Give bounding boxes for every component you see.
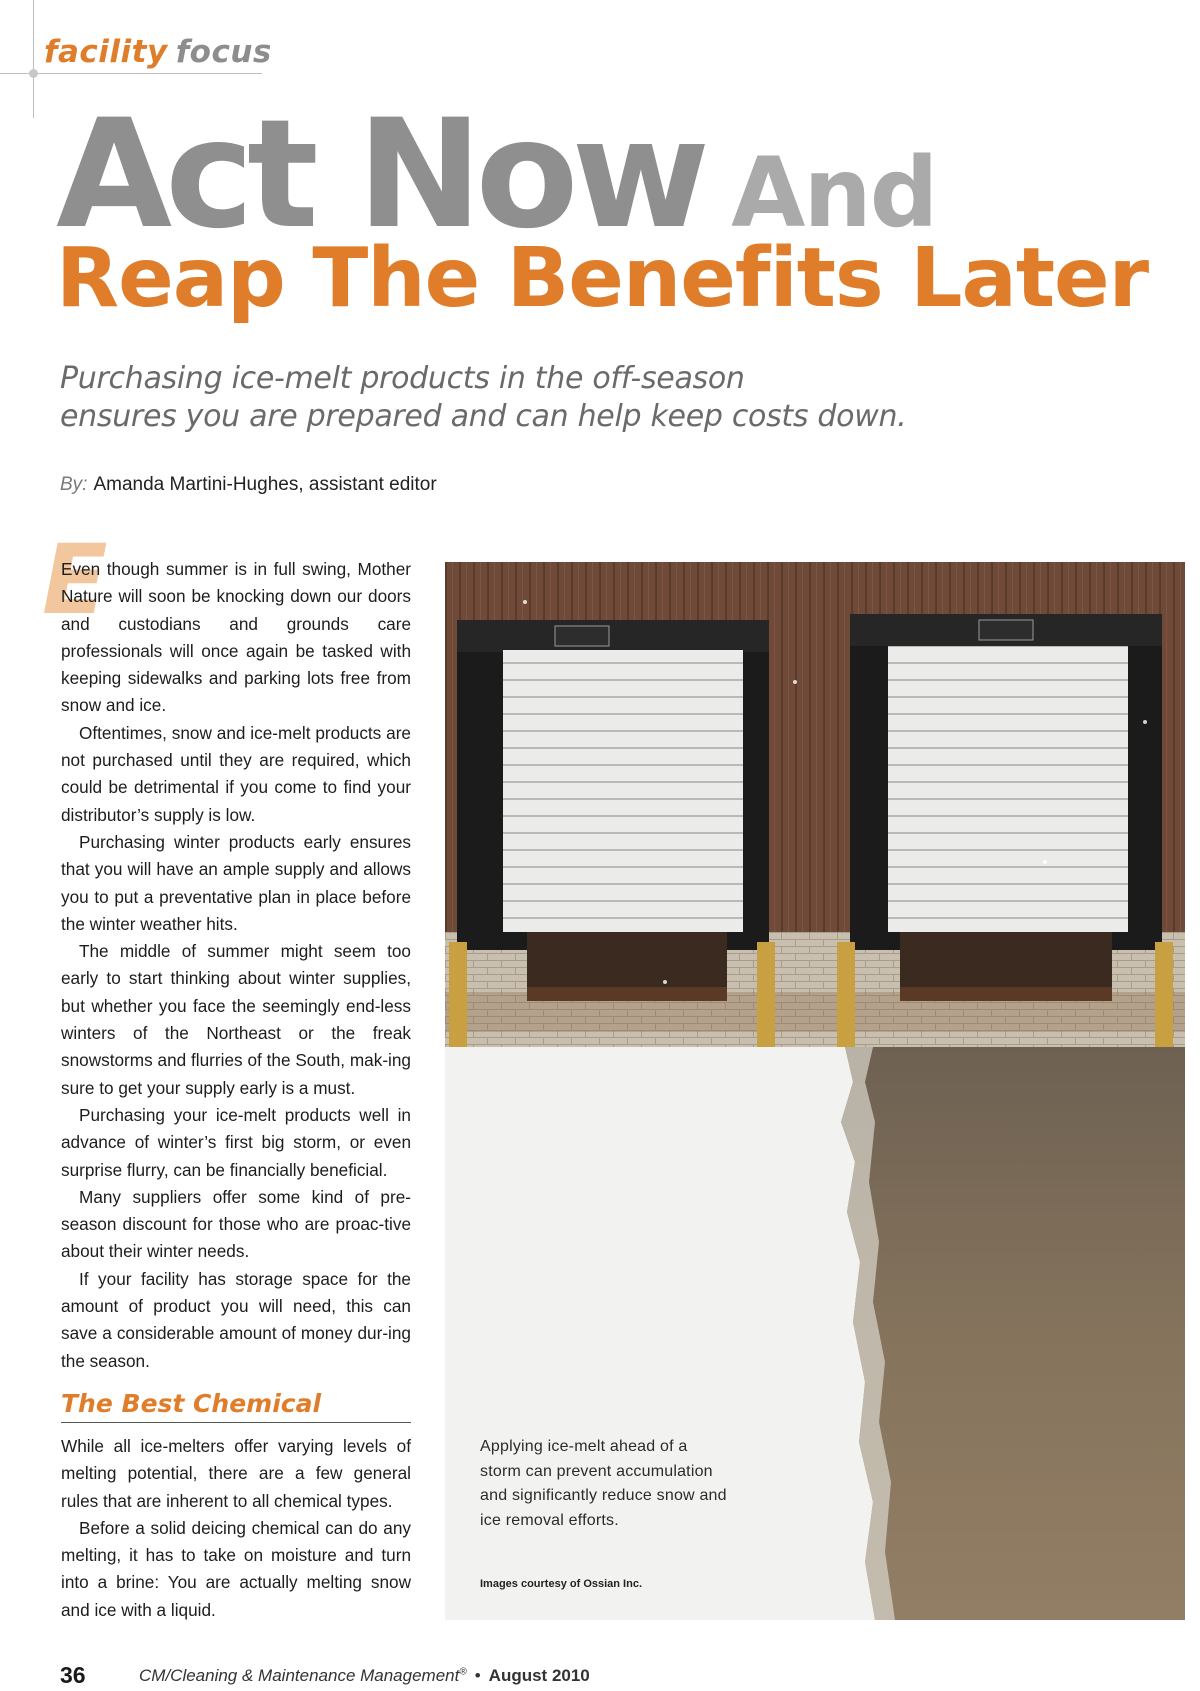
- article-subtitle: [60, 360, 960, 436]
- photo-caption: Applying ice-melt ahead of a storm can prevent accumulation and significantly reduce snow and ice removal efforts.: [480, 1438, 727, 1529]
- byline-author: Amanda Martini-Hughes, assistant editor: [93, 474, 437, 495]
- section-tag-dot: [29, 69, 38, 78]
- section-tag: [44, 34, 272, 70]
- section-2-body: [61, 1433, 411, 1624]
- article-paragraph: Purchasing winter products early ensures that you will have an ample supply and allows you to put a preventative plan in place before the winter weather hits.: [61, 831, 411, 934]
- headline-line-1: [56, 88, 937, 262]
- article-paragraph: Before a solid deicing chemical can do any melting, it has to take on moisture and turn into a brine: You are actually melting snow and ice with a liquid.: [61, 1517, 411, 1620]
- page-number: 36: [60, 1662, 86, 1688]
- headline-line-2: Reap The Benefits Later: [56, 231, 1149, 326]
- footer-separator: •: [474, 1666, 481, 1685]
- footer-publication: [139, 1666, 590, 1686]
- issue-date: August 2010: [488, 1666, 590, 1685]
- photo-credit: Images courtesy of Ossian Inc.: [480, 1578, 643, 1590]
- subtitle-line-1: Purchasing ice-melt products in the off-season: [60, 361, 745, 396]
- section-tag-underline: [0, 73, 262, 74]
- section-tag-vertical-rule: [33, 0, 34, 118]
- article-paragraph: Purchasing your ice-melt products well in advance of winter’s first big storm, or even surprise flurry, can be financially beneficial.: [61, 1104, 411, 1180]
- byline-prefix: By:: [60, 474, 88, 495]
- publication-name: CM/Cleaning & Maintenance Management: [139, 1666, 460, 1685]
- section-tag-word-focus: focus: [175, 34, 272, 70]
- headline-and: And: [731, 137, 937, 249]
- article-body-column: [61, 556, 411, 1624]
- article-paragraph: If your facility has storage space for the amount of product you will need, this can save a considerable amount of money dur-ing the season.: [61, 1268, 411, 1371]
- section-subhead: The Best Chemical: [61, 1389, 411, 1423]
- article-paragraph: The middle of summer might seem too early to start thinking about winter supplies, but whether you face the seemingly end-less winters of the Northeast or the freak snowstorms and flurries of the South, mak-ing sure to get your supply early is a must.: [61, 941, 411, 1098]
- registered-mark: ®: [459, 1666, 467, 1678]
- byline: [60, 474, 437, 496]
- headline-act-now: Act Now: [56, 88, 704, 262]
- section-tag-word-facility: facility: [44, 34, 168, 70]
- article-paragraph: Many suppliers offer some kind of pre-season discount for those who are proac-tive about their winter needs.: [61, 1186, 411, 1262]
- drop-cap: E: [42, 524, 108, 636]
- subtitle-line-2: ensures you are prepared and can help keep costs down.: [60, 399, 907, 434]
- article-paragraph: Oftentimes, snow and ice-melt products are not purchased until they are required, which could be detrimental if you come to find your distributor’s supply is low.: [61, 722, 411, 825]
- article-paragraph: Even though summer is in full swing, Mother Nature will soon be knocking down our doors and custodians and grounds care professionals will once again be tasked with keeping sidewalks and parking lots free from snow and ice.: [61, 559, 411, 716]
- article-paragraph: While all ice-melters offer varying levels of melting potential, there are a few general rules that are inherent to all chemical types.: [61, 1435, 411, 1511]
